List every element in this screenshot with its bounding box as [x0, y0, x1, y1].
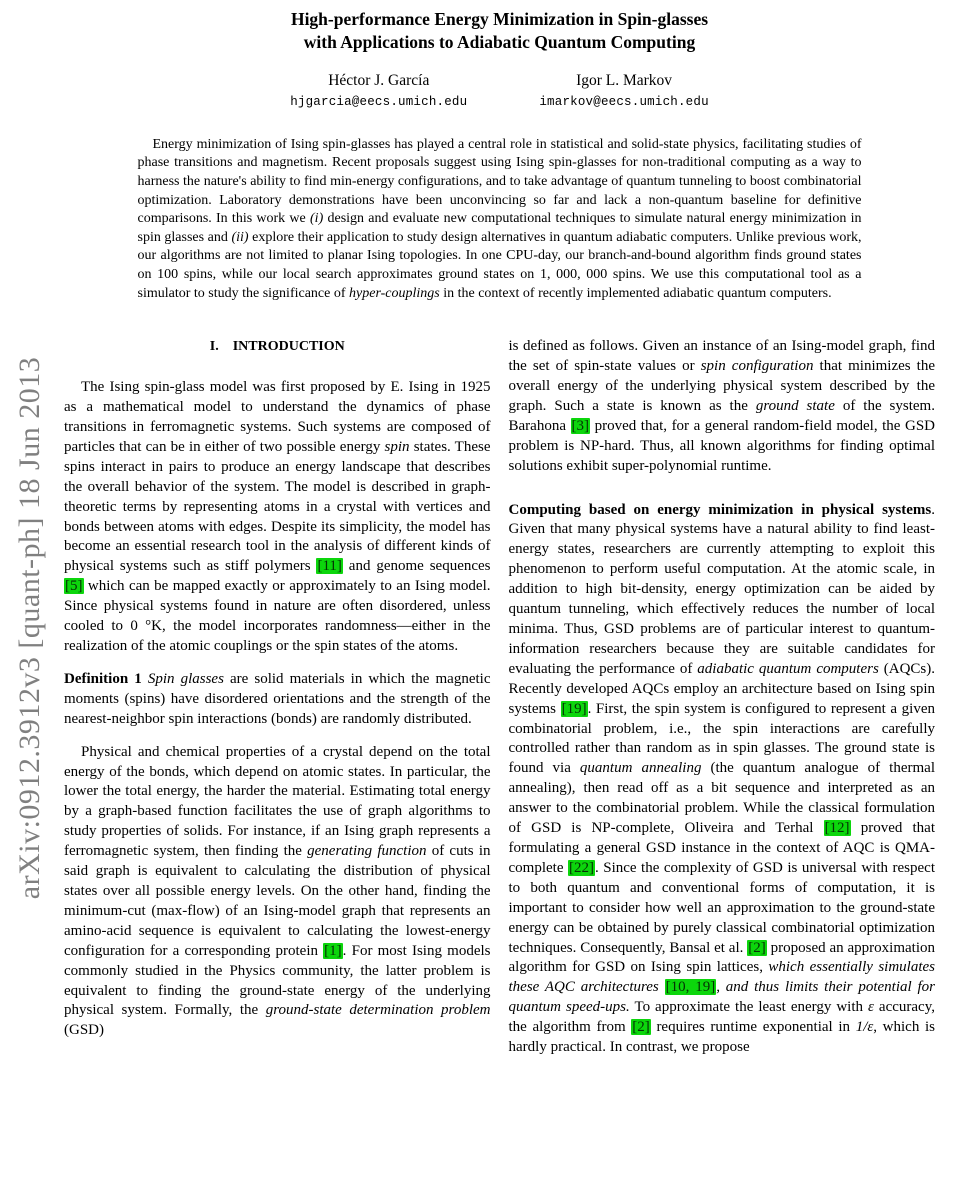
text-segment: (GSD)	[64, 1022, 104, 1039]
text-segment: states. These spins interact in pairs to produce an energy landscape that describes the overall behavior of the system. The model is described in graph-theoretic terms by representing atoms in a crystal with vertices and bonds between atoms with edges. Despite its simplicity, the model has become an essential research tool in the analysis of different kinds of physical systems such as stiff polymers	[64, 438, 491, 575]
text-segment: (AQCs). Recently developed AQCs employ an architecture based on Ising spin systems	[508, 660, 935, 717]
citation-link[interactable]: [5]	[65, 578, 83, 595]
text-segment: ground-state determination problem	[265, 1002, 491, 1019]
text-segment: proved that formulating a general GSD instance in the context of AQC is QMA-complete	[508, 820, 935, 876]
text-segment: of the system. Barahona	[508, 397, 935, 434]
text-segment: . First, the spin system is configured to represent a given combinatorial problem, i.e., the spin interactions are carefully controlled rather than random as in spin glasses. The ground state is found via	[508, 700, 935, 777]
text-segment: accuracy, the algorithm from	[508, 999, 935, 1036]
text-segment: 1/ε	[855, 1019, 874, 1036]
section-title: INTRODUCTION	[232, 339, 345, 355]
text-segment: which can be mapped exactly or approximately to an Ising model. Since physical systems found in nature are often disordered, unless cooled to 0 °K, the model incorporates randomness—either in the realization of the atomic couplings or the spin states of the atoms.	[64, 578, 491, 654]
text-segment: (i)	[310, 211, 324, 227]
text-segment: of cuts in said graph is equivalent to calculating the distribution of physical states over all possible energy levels. On the other hand, finding the minimum-cut (max-flow) of an Ising-model graph that represents an amino-acid sequence is equivalent to calculating the lowest-energy configuration for a corresponding protein	[64, 843, 491, 959]
author-name: Héctor J. García	[328, 71, 430, 89]
author-garcia	[290, 72, 467, 109]
text-segment: Energy minimization of Ising spin-glasses has played a central role in statistical and solid-state physics, facilitating studies of phase transitions and magnetism. Recent proposals suggest using Ising spin-glasses for non-traditional computing as a way to harness the nature's ability to find min-energy configurations, and to take advantage of quantum tunneling to boost combinatorial optimization. Laboratory demonstrations have been unconvincing so far and lack a non-quantum baseline for definitive comparisons. In this work we	[137, 136, 862, 227]
text-segment: Physical and chemical properties of a crystal depend on the total energy of the bonds, which depend on atomic states. In particular, the lower the total energy, the harder the material. Estimating total energy by a graph-based function facilitates the use of graph algorithms to study properties of solids. For instance, if an Ising graph represents a ferromagnetic system, then finding the	[64, 743, 491, 860]
text-segment: are solid materials in which the magnetic moments (spins) have disordered orientations and the strength of the nearest-neighbor spin interactions (bonds) are randomly distributed.	[64, 670, 491, 727]
citation-link[interactable]: [11]	[317, 558, 342, 575]
text-segment: which essentially simulates these AQC architectures	[508, 959, 935, 996]
text-segment: hyper-couplings	[349, 285, 440, 301]
text-segment: , which is hardly practical. In contrast, we propose	[508, 1019, 935, 1056]
section-number: I.	[209, 339, 219, 355]
text-segment: To approximate the least energy with	[629, 999, 869, 1016]
paper-title-line1: High-performance Energy Minimization in Spin-glasses	[290, 9, 709, 29]
citation-link[interactable]: [1]	[324, 942, 342, 959]
author-markov	[539, 72, 708, 109]
text-segment: explore their application to study design alternatives in quantum adiabatic computers. Unlike previous work, our algorithms are not limited to planar Ising topologies. In one CPU-day, our branch-and-bound algorithm finds ground states on 100 spins, while our local search approximates ground states on 1, 000, 000 spins. We use this computational tool as a simulator to study the significance of	[137, 229, 862, 301]
paper-title-line2: with Applications to Adiabatic Quantum Computing	[303, 32, 696, 53]
text-segment: (ii)	[231, 229, 249, 245]
text-segment: (the quantum analogue of thermal annealing), then read off as a bit sequence and interpreted as an answer to the combinatorial problem. While the classical formulation of GSD is NP-complete, Oliveira and Terhal	[508, 760, 935, 837]
citation-link[interactable]: [2]	[632, 1019, 650, 1036]
text-segment: . For most Ising models commonly studied in the Physics community, the latter problem is equivalent to finding the ground-state energy of the underlying physical system. Formally, the	[64, 942, 491, 1019]
authors-block	[64, 72, 935, 109]
text-segment: ground state	[755, 397, 835, 414]
citation-link[interactable]: [19]	[561, 700, 587, 717]
section-heading-introduction	[64, 339, 491, 355]
text-segment: quantum annealing	[579, 760, 702, 777]
text-segment: and genome sequences	[342, 558, 491, 575]
text-segment: The Ising spin-glass model was first proposed by E. Ising in 1925 as a mathematical model to understand the dynamics of phase transitions in ferromagnetic systems. Such systems are composed of particles that can be in either of two possible energy	[64, 379, 491, 455]
left-column	[64, 337, 491, 1058]
body-columns	[64, 337, 935, 1058]
author-email: hjgarcia@eecs.umich.edu	[290, 94, 468, 109]
text-segment: that minimizes the overall energy of the underlying physical system described by the graph. Such a state is known as the	[508, 358, 935, 414]
right-column	[509, 337, 936, 1058]
arxiv-watermark: arXiv:0912.3912v3 [quant-ph] 18 Jun 2013	[13, 356, 46, 900]
text-segment: adiabatic quantum computers	[697, 660, 879, 677]
paragraph-definition	[64, 670, 491, 730]
author-name: Igor L. Markov	[576, 71, 673, 89]
text-segment: . Given that many physical systems have a natural ability to find least-energy states, researchers are currently attempting to exploit this phenomenon to perform useful computation. At the atomic scale, in addition to high bit-density, energy optimization can be aided by quantum tunneling, which effectively reduces the number of local minima. Thus, GSD problems are of particular interest to quantum-information researchers because they are suitable candidates for evaluating the performance of	[508, 501, 935, 677]
citation-link[interactable]: [2]	[748, 939, 766, 956]
paragraph-properties	[64, 743, 491, 1042]
paragraph-intro	[64, 378, 491, 657]
citation-link[interactable]: [3]	[571, 417, 590, 434]
text-segment: is defined as follows. Given an instance of an Ising-model graph, find the set of spin-state values or	[508, 338, 935, 375]
text-segment: Computing based on energy minimization in physical systems	[508, 501, 932, 518]
text-segment: , and thus limits their potential for quantum speed-ups.	[508, 979, 935, 1016]
text-segment: generating function	[307, 843, 427, 860]
text-segment: proved that, for a general random-field model, the GSD problem is NP-hard. Thus, all known algorithms for finding optimal solutions exhibit super-polynomial runtime.	[508, 417, 935, 474]
paragraph-computing-energy-minimization	[509, 501, 936, 1058]
text-segment: in the context of recently implemented adiabatic quantum computers.	[439, 285, 832, 301]
citation-link[interactable]: [10, 19]	[665, 979, 716, 996]
text-segment: proposed an approximation algorithm for GSD on Ising spin lattices,	[508, 939, 935, 976]
paragraph-gsd-definition	[509, 337, 936, 476]
text-segment: ε	[868, 999, 874, 1016]
text-segment: requires runtime exponential in	[650, 1019, 856, 1036]
citation-link[interactable]: [12]	[824, 820, 850, 837]
author-email: imarkov@eecs.umich.edu	[539, 94, 709, 109]
text-segment: spin	[384, 438, 410, 455]
abstract	[138, 136, 862, 303]
text-segment: . Since the complexity of GSD is universal with respect to both quantum and conventional forms of computation, it is important to consider how well an approximation to the ground-state energy can be obtained by purely classical combinatorial optimization techniques. Consequently, Bansal et al.	[508, 859, 935, 956]
text-segment: spin configuration	[700, 358, 814, 375]
text-segment: Definition 1	[64, 670, 142, 687]
text-segment: design and evaluate new computational techniques to simulate natural energy minimization in spin glasses and	[137, 211, 862, 245]
paper-title	[64, 8, 935, 55]
text-segment: Spin glasses	[147, 670, 224, 687]
citation-link[interactable]: [22]	[568, 859, 594, 876]
